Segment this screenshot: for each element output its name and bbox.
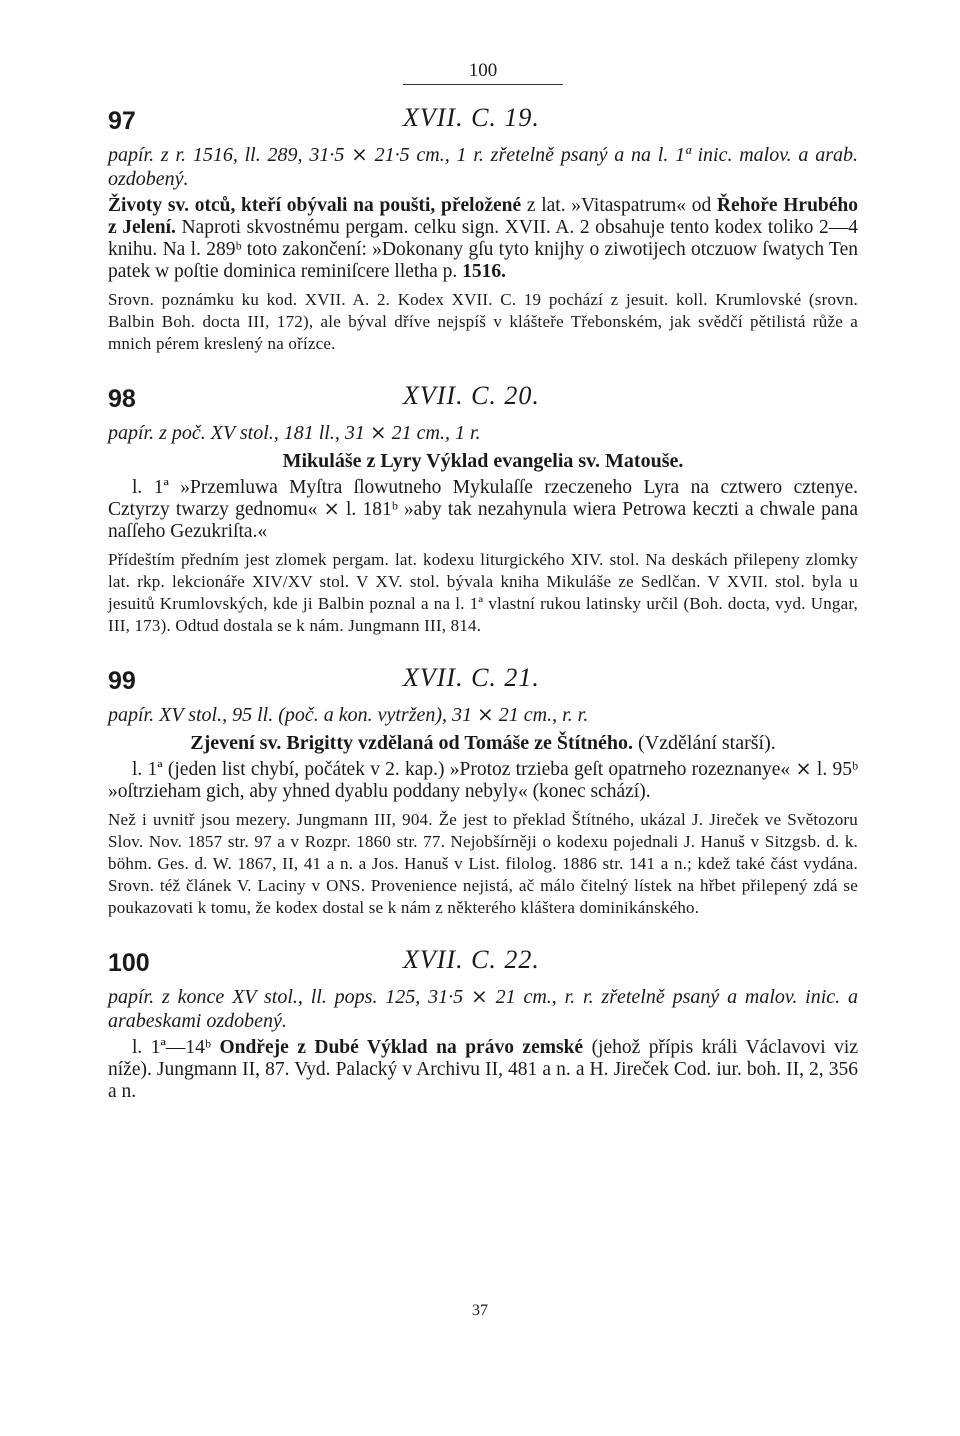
entry-title: Mikuláše z Lyry Výklad evangelia sv. Matouše. [282,450,684,472]
entry-number: 97 [108,107,136,135]
entry-title: Životy sv. otců, kteří obývali na poušti, přeložené [108,195,522,216]
entry-description: l. 1ª »Przemluwa Myſtra ſlowutneho Mykulaſſe rzeczeneho Lyra na cztwero cztenye. Cztyrzy twarzy gednomu« ⨯ l. 181ᵇ »aby tak nezahynula wiera Petrowa keczti a chwale pana naſſeho Gezukriſta.« [108,477,858,542]
entry-signature: XVII. C. 20. [403,381,540,410]
catalog-entry-99 [108,663,858,919]
entry-note: Srovn. poznámku ku kod. XVII. A. 2. Kodex XVII. C. 19 pochází z jesuit. koll. Krumlovské (srovn. Balbin Boh. docta III, 172), ale býval dříve nejspíš v klášteře Třebonském, jak svědčí pětilistá růže a mnich pérem kreslený na ořízce. [108,290,858,353]
entry-description: l. 1ª (jeden list chybí, počátek v 2. kap.) »Protoz trzieba geſt opatrneho rozeznanye« ⨯ l. 95ᵇ »oſtrzieham gich, aby yhned dyablu poddany nebyly« (konec schází). [108,759,858,802]
sheet-number: 37 [472,1302,488,1319]
entry-description: l. 1ª—14ᵇ Ondřeje z Dubé Výklad na právo zemské (jehož přípis králi Václavovi viz níže). Jungmann II, 87. Vyd. Palacký v Archivu II, 481 a n. a H. Jireček Cod. iur. boh. II, 2, 356 a n. [108,1037,858,1102]
entry-note: Přídeštím předním jest zlomek pergam. lat. kodexu liturgického XIV. stol. Na deskách přilepeny zlomky lat. rkp. lekcionáře XIV/XV stol. V XV. stol. bývala kniha Mikuláše ze Sedlčan. V XVII. stol. byla u jesuitů Krumlovských, kde ji Balbin poznal a na l. 1ª vlastní rukou latinsky určil (Boh. docta, vyd. Ungar, III, 173). Odtud dostala se k nám. Jungmann III, 814. [108,550,858,635]
entry-title: Ondřeje z Dubé Výklad na právo zemské [219,1037,584,1058]
catalog-entry-97 [108,103,858,355]
entry-year: 1516. [462,261,506,282]
catalog-entry-98 [108,381,858,637]
entry-number: 99 [108,667,136,695]
entry-signature: XVII. C. 22. [403,945,540,974]
entry-signature: XVII. C. 21. [403,663,540,692]
physical-description: papír. XV stol., 95 ll. (poč. a kon. vytržen), 31 ⨯ 21 cm., r. r. [108,704,589,726]
page-number: 100 [403,60,563,85]
entry-title-line: Zjevení sv. Brigitty vzdělaná od Tomáše ze Štítného. (Vzdělání starší). [190,732,776,754]
catalog-entry-100 [108,945,858,1103]
entry-number: 100 [108,949,150,977]
page [108,60,858,1103]
physical-description: papír. z konce XV stol., ll. pops. 125, 31·5 ⨯ 21 cm., r. r. zřetelně psaný a malov. inic. a arabeskami ozdobený. [108,986,858,1032]
entry-title-and-description: Životy sv. otců, kteří obývali na poušti, přeložené z lat. »Vitaspatrum« od Řehoře Hrubého z Jelení. Naproti skvostnému pergam. celku sign. XVII. A. 2 obsahuje tento kodex toliko 2—4 knihu. Na l. 289ᵇ toto zakončení: »Dokonany gſu tyto knijhy o ziwotijech otczuow ſwatych Ten patek w poſtie dominica reminiſcere lletha p. 1516. [108,195,859,282]
entry-author: Řehoře Hrubého z Jelení. [108,195,859,238]
entry-title: Zjevení sv. Brigitty vzdělaná od Tomáše ze Štítného. [190,732,634,754]
entry-signature: XVII. C. 19. [403,103,540,132]
entry-note: Než i uvnitř jsou mezery. Jungmann III, 904. Že jest to překlad Štítného, ukázal J. Jireček ve Světozoru Slov. Nov. 1857 str. 97 a v Rozpr. 1860 str. 77. Nejobšírněji o kodexu pojednali J. Hanuš v Sitzgsb. d. k. böhm. Ges. d. W. 1867, II, 41 a n. a Jos. Hanuš v List. filolog. 1886 str. 141 a n.; kdež také část vydána. Srovn. též článek V. Laciny v ONS. Provenience nejistá, ač málo čitelný lístek na hřbet přilepený zdá se poukazovati k tomu, že kodex dostal se k nám z některého kláštera dominikánského. [108,810,858,917]
entry-number: 98 [108,385,136,413]
physical-description: papír. z r. 1516, ll. 289, 31·5 ⨯ 21·5 cm., 1 r. zřetelně psaný a na l. 1ª inic. malov. a arab. ozdobený. [108,144,858,190]
physical-description: papír. z poč. XV stol., 181 ll., 31 ⨯ 21 cm., 1 r. [108,422,481,444]
